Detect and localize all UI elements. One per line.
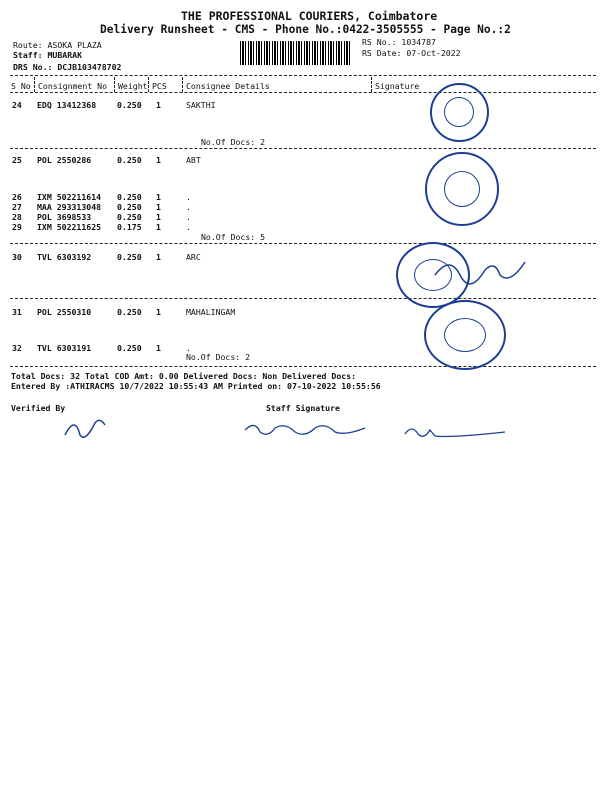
- row-consignment: POL 3698533: [37, 212, 92, 222]
- col-pcs: PCS: [152, 81, 167, 91]
- row-consignee: .: [186, 212, 191, 222]
- row-weight: 0.250: [117, 202, 142, 212]
- row-consignment: TVL 6303191: [37, 343, 92, 353]
- stamp-icon: [425, 152, 499, 226]
- row-sno: 27: [12, 202, 22, 212]
- col-weight: Weight: [118, 81, 148, 91]
- row-sno: 28: [12, 212, 22, 222]
- row-pcs: 1: [156, 155, 161, 165]
- row-pcs: 1: [156, 252, 161, 262]
- drs-number: DRS No.: DCJB103478702: [13, 62, 122, 72]
- row-weight: 0.250: [117, 252, 142, 262]
- col-signature: Signature: [375, 81, 420, 91]
- row-consignment: MAA 293313048: [37, 202, 102, 212]
- signature-icon: [240, 418, 370, 443]
- row-pcs: 1: [156, 307, 161, 317]
- col-separator: [182, 77, 183, 92]
- runsheet-subtitle: Delivery Runsheet - CMS - Phone No.:0422-3505555 - Page No.:2: [100, 23, 511, 36]
- row-consignment: TVL 6303192: [37, 252, 92, 262]
- row-sno: 25: [12, 155, 22, 165]
- row-sno: 29: [12, 222, 22, 232]
- signature-icon: [60, 415, 110, 445]
- col-consignee: Consignee Details: [186, 81, 270, 91]
- row-consignee: .: [186, 222, 191, 232]
- row-docs: No.Of Docs: 2: [186, 352, 251, 362]
- row-pcs: 1: [156, 343, 161, 353]
- rs-date: RS Date: 07-Oct-2022: [362, 48, 461, 58]
- row-consignment: IXM 502211625: [37, 222, 102, 232]
- row-weight: 0.250: [117, 192, 142, 202]
- row-sno: 26: [12, 192, 22, 202]
- col-separator: [371, 77, 372, 92]
- row-consignee: ABT: [186, 155, 201, 165]
- row-consignee: ARC: [186, 252, 201, 262]
- stamp-icon: [430, 83, 489, 142]
- row-consignee: .: [186, 192, 191, 202]
- row-weight: 0.250: [117, 155, 142, 165]
- staff-signature-label: Staff Signature: [266, 403, 340, 413]
- signature-icon: [430, 250, 530, 290]
- row-pcs: 1: [156, 192, 161, 202]
- divider: [10, 92, 596, 93]
- row-docs: No.Of Docs: 2: [201, 137, 266, 147]
- col-sno: S No: [11, 81, 31, 91]
- divider: [10, 366, 596, 367]
- row-weight: 0.250: [117, 212, 142, 222]
- row-sno: 31: [12, 307, 22, 317]
- row-sno: 32: [12, 343, 22, 353]
- col-consignment: Consignment No: [38, 81, 108, 91]
- route-label: Route: ASOKA PLAZA: [13, 40, 102, 50]
- row-consignee: SAKTHI: [186, 100, 216, 110]
- row-weight: 0.250: [117, 307, 142, 317]
- divider: [10, 298, 596, 299]
- totals-summary: Total Docs: 32 Total COD Amt: 0.00 Delivered Docs: Non Delivered Docs:: [11, 371, 357, 381]
- row-docs: No.Of Docs: 5: [201, 232, 266, 242]
- row-pcs: 1: [156, 222, 161, 232]
- stamp-icon: [424, 300, 506, 370]
- row-consignee: .: [186, 202, 191, 212]
- row-pcs: 1: [156, 212, 161, 222]
- col-separator: [34, 77, 35, 92]
- row-consignee: MAHALINGAM: [186, 307, 236, 317]
- signature-icon: [400, 422, 510, 442]
- col-separator: [114, 77, 115, 92]
- row-consignment: POL 2550286: [37, 155, 92, 165]
- entered-by: Entered By :ATHIRACMS 10/7/2022 10:55:43 AM Printed on: 07-10-2022 10:55:56: [11, 381, 381, 391]
- row-pcs: 1: [156, 202, 161, 212]
- row-consignment: IXM 502211614: [37, 192, 102, 202]
- rs-number: RS No.: 1034787: [362, 37, 436, 47]
- row-weight: 0.250: [117, 100, 142, 110]
- row-pcs: 1: [156, 100, 161, 110]
- company-title: THE PROFESSIONAL COURIERS, Coimbatore: [181, 9, 438, 23]
- row-weight: 0.250: [117, 343, 142, 353]
- row-consignment: POL 2550310: [37, 307, 92, 317]
- col-separator: [148, 77, 149, 92]
- divider: [10, 75, 596, 76]
- row-sno: 30: [12, 252, 22, 262]
- divider: [10, 243, 596, 244]
- staff-label: Staff: MUBARAK: [13, 50, 83, 60]
- divider: [10, 148, 596, 149]
- row-consignment: EDQ 13412368: [37, 100, 97, 110]
- row-consignee: .: [186, 343, 191, 353]
- row-sno: 24: [12, 100, 22, 110]
- barcode: [240, 41, 352, 65]
- verified-by-label: Verified By: [11, 403, 66, 413]
- row-weight: 0.175: [117, 222, 142, 232]
